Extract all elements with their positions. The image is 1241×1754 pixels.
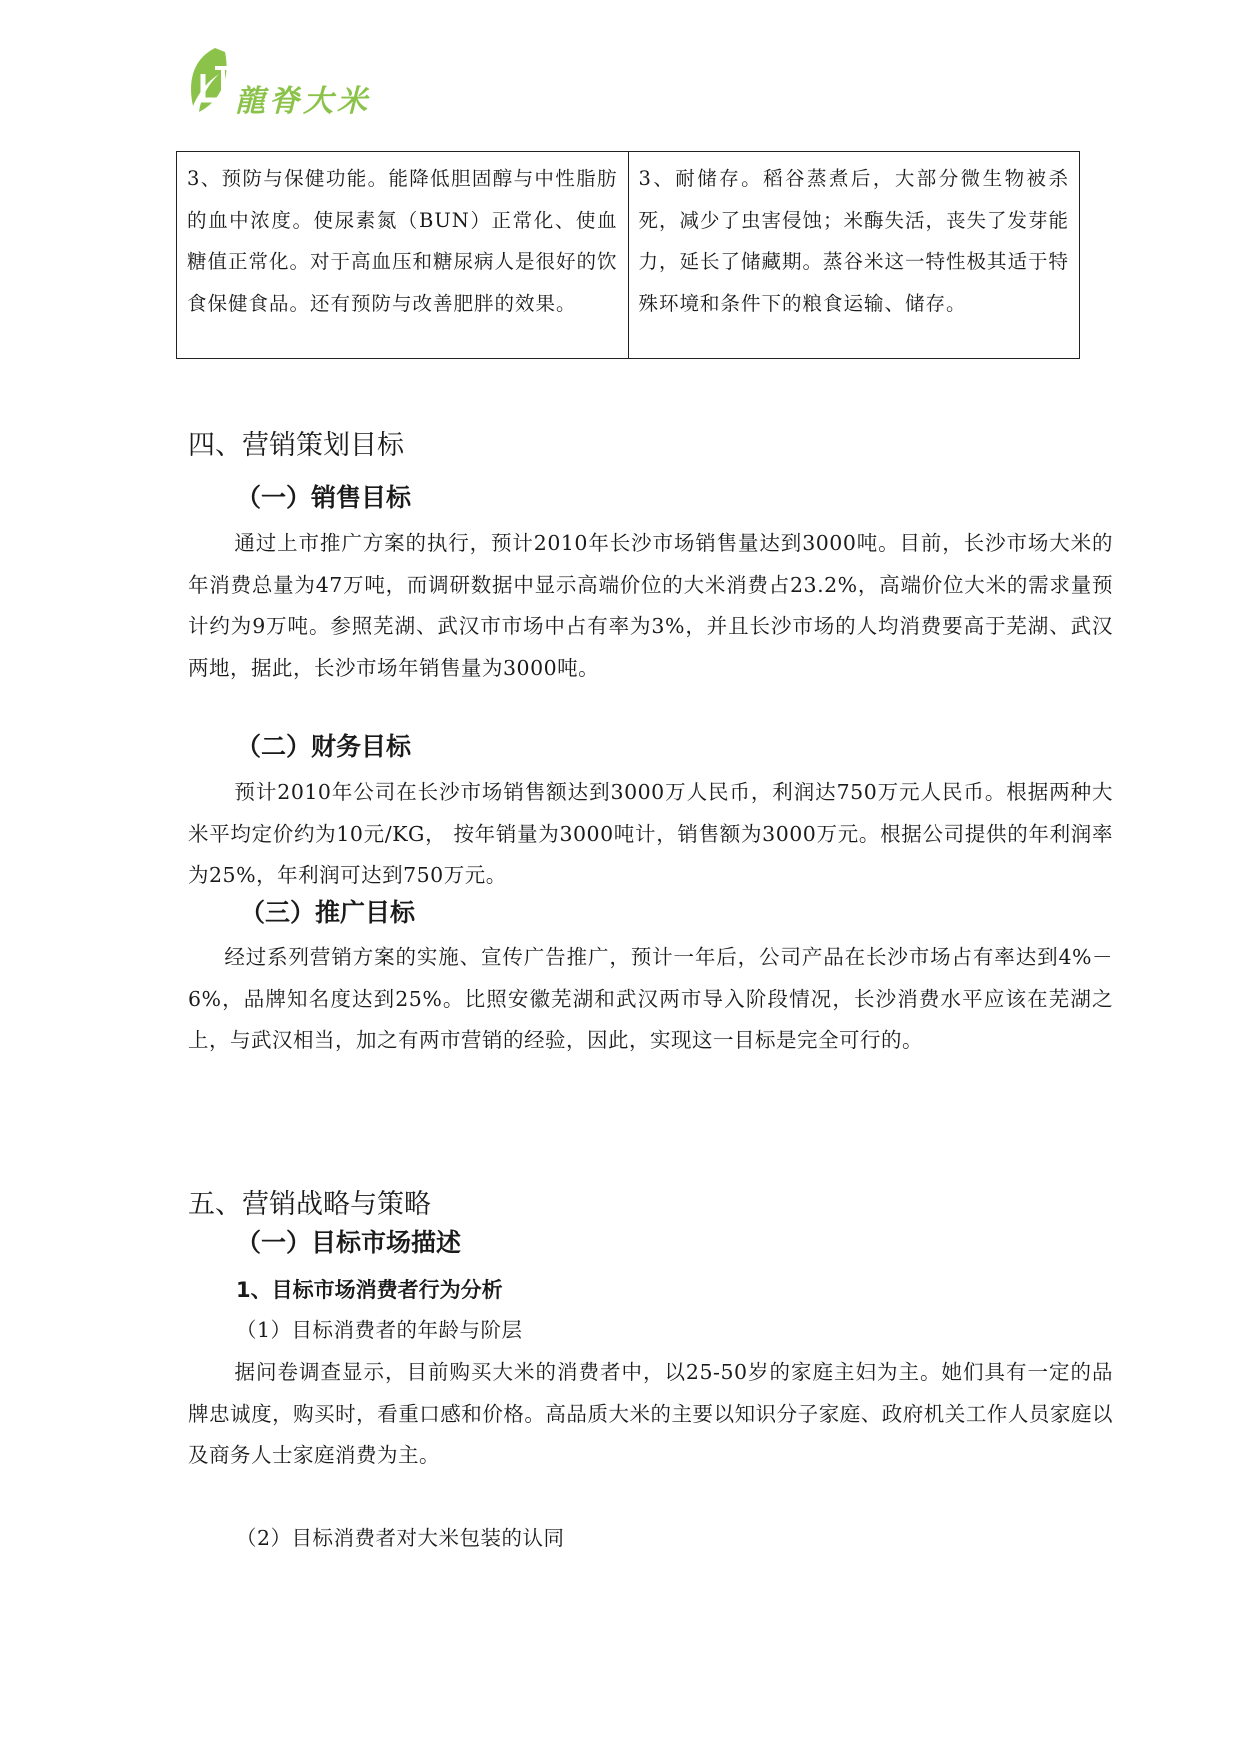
paragraph-promotion-goal — [188, 937, 1113, 1062]
subsection-title-finance: （二）财务目标 — [236, 732, 412, 761]
table-cell-storage: 3、耐储存。稻谷蒸煮后，大部分微生物被杀死，减少了虫害侵蚀；米酶失活，丧失了发芽能力，延长了储藏期。蒸谷米这一特性极其适于特殊环境和条件下的粮食运输、储存。 — [628, 152, 1080, 359]
paragraph-promotion-text: 经过系列营销方案的实施、宣传广告推广，预计一年后，公司产品在长沙市场占有率达到4%－6%，品牌知名度达到25%。比照安徽芜湖和武汉两市导入阶段情况，长沙消费水平应该在芜湖之上，与武汉相当，加之有两市营销的经验，因此，实现这一目标是完全可行的。 — [188, 945, 1113, 1052]
paragraph-sales-text: 通过上市推广方案的执行，预计2010年长沙市场销售量达到3000吨。目前，长沙市场大米的年消费总量为47万吨，而调研数据中显示高端价位的大米消费占23.2%，高端价位大米的需求量预计约为9万吨。参照芜湖、武汉市市场中占有率为3%，并且长沙市场的人均消费要高于芜湖、武汉两地，据此，长沙市场年销售量为3000吨。 — [188, 531, 1113, 680]
paragraph-sales-goal — [188, 523, 1113, 689]
paragraph-finance-text: 预计2010年公司在长沙市场销售额达到3000万人民币，利润达750万元人民币。根据两种大米平均定价约为10元/KG， 按年销量为3000吨计，销售额为3000万元。根据公司提供的年利润率为25%，年利润可达到750万元。 — [188, 780, 1113, 887]
logo-text: 龍脊大米 — [235, 84, 371, 119]
paragraph-age-class — [188, 1352, 1113, 1477]
subsection-title-promotion: （三）推广目标 — [240, 898, 416, 927]
table-cell-health: 3、预防与保健功能。能降低胆固醇与中性脂肪的血中浓度。使尿素氮（BUN）正常化、使血糖值正常化。对于高血压和糖尿病人是很好的饮食保健食品。还有预防与改善肥胖的效果。 — [177, 152, 629, 359]
paragraph-age-class-text: 据问卷调查显示，目前购买大米的消费者中，以25-50岁的家庭主妇为主。她们具有一定的品牌忠诚度，购买时，看重口感和价格。高品质大米的主要以知识分子家庭、政府机关工作人员家庭以及商务人士家庭消费为主。 — [188, 1360, 1113, 1467]
brand-logo — [185, 44, 375, 119]
section-title-marketing-goals: 四、营销策划目标 — [188, 430, 404, 461]
item-title-age-class: （1）目标消费者的年龄与阶层 — [236, 1318, 523, 1342]
feature-comparison-table — [176, 151, 1080, 359]
section-title-strategy: 五、营销战略与策略 — [188, 1189, 431, 1220]
item-title-packaging: （2）目标消费者对大米包装的认同 — [236, 1526, 565, 1550]
subsection-title-sales: （一）销售目标 — [236, 483, 412, 512]
sub-subsection-title-consumer-behavior: 1、目标市场消费者行为分析 — [236, 1278, 503, 1302]
subsection-title-target-market: （一）目标市场描述 — [236, 1228, 462, 1257]
paragraph-finance-goal — [188, 772, 1113, 897]
